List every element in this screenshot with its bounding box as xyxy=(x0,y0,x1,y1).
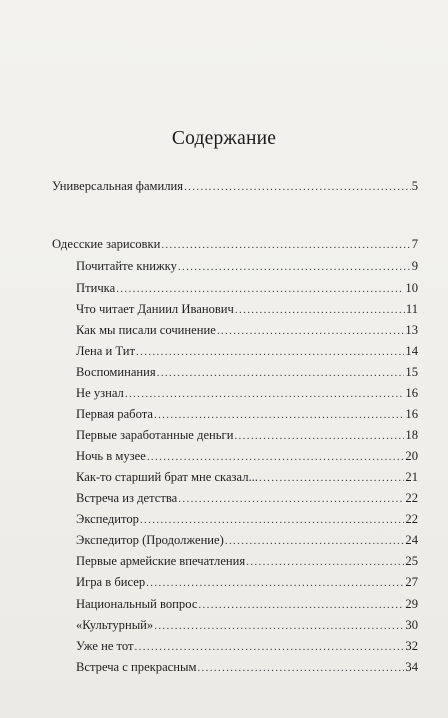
dot-leader xyxy=(178,491,404,507)
toc-entry-title: Как мы писали сочинение xyxy=(76,323,216,337)
dot-leader xyxy=(259,470,404,486)
toc-entry-page: 14 xyxy=(405,344,418,358)
toc-entry-title: Встреча с прекрасным xyxy=(76,660,197,674)
toc-entry-title: Экспедитор xyxy=(76,512,139,526)
dot-leader xyxy=(157,365,405,381)
dot-leader xyxy=(154,407,404,423)
toc-entry-page: 11 xyxy=(405,302,418,316)
toc-entry[interactable] xyxy=(76,301,418,318)
dot-leader xyxy=(161,237,410,253)
toc-entry-title: «Культурный» xyxy=(76,618,154,632)
toc-entry[interactable] xyxy=(76,553,418,570)
toc-entry-title: Игра в бисер xyxy=(76,575,146,589)
toc-entry[interactable] xyxy=(76,448,418,465)
toc-entry[interactable] xyxy=(76,511,418,528)
page-title: Содержание xyxy=(171,128,277,149)
toc-entry[interactable] xyxy=(76,638,418,655)
toc-entry[interactable] xyxy=(76,659,418,676)
dot-leader xyxy=(178,259,411,275)
toc-entry-page: 32 xyxy=(405,639,418,653)
toc-entry-page: 16 xyxy=(405,407,418,421)
toc-entry-title: Экспедитор (Продолжение) xyxy=(76,533,224,547)
toc-entry-title: Первые армейские впечатления xyxy=(76,554,246,568)
toc-entry-page: 9 xyxy=(411,259,418,273)
dot-leader xyxy=(136,344,404,360)
toc-entry-title: Почитайте книжку xyxy=(76,259,177,273)
dot-leader xyxy=(147,449,405,465)
toc-entry[interactable] xyxy=(76,596,418,613)
toc-entry-title: Не узнал xyxy=(76,386,124,400)
toc-entry-title: Лена и Тит xyxy=(76,344,136,358)
toc-entry-title: Одесские зарисовки xyxy=(52,237,161,251)
toc-entry-page: 5 xyxy=(411,179,418,193)
toc-entry-page: 27 xyxy=(405,575,418,589)
toc-entry-page: 10 xyxy=(405,281,418,295)
toc-entry[interactable] xyxy=(76,322,418,339)
toc-entry-title: Птичка xyxy=(76,281,116,295)
toc-entry-page: 25 xyxy=(405,554,418,568)
toc-entry-page: 30 xyxy=(405,618,418,632)
toc-entry-page: 16 xyxy=(405,386,418,400)
dot-leader xyxy=(217,323,405,339)
toc-entry-page: 22 xyxy=(405,512,418,526)
toc-entry-title: Воспоминания xyxy=(76,365,156,379)
dot-leader xyxy=(234,428,404,444)
toc-entry-title: Первая работа xyxy=(76,407,153,421)
toc-entry-page: 29 xyxy=(405,597,418,611)
toc-entry[interactable] xyxy=(76,343,418,360)
toc-entry[interactable] xyxy=(76,385,418,402)
toc-entry-page: 13 xyxy=(405,323,418,337)
toc-entry-page: 7 xyxy=(411,237,418,251)
dot-leader xyxy=(125,386,405,402)
toc-entry-page: 21 xyxy=(405,470,418,484)
toc-entry-title: Встреча из детства xyxy=(76,491,178,505)
toc-entry[interactable] xyxy=(76,406,418,423)
toc-entry[interactable] xyxy=(52,178,418,195)
toc-entry-title: Национальный вопрос xyxy=(76,597,198,611)
toc-entry[interactable] xyxy=(76,532,418,549)
toc-entry[interactable] xyxy=(76,258,418,275)
toc-entry-title: Ночь в музее xyxy=(76,449,146,463)
dot-leader xyxy=(184,179,411,195)
toc-entry-title: Универсальная фамилия xyxy=(52,179,184,193)
toc-entry-title: Первые заработанные деньги xyxy=(76,428,234,442)
toc-entry[interactable] xyxy=(76,280,418,297)
toc-entry-title: Что читает Даниил Иванович xyxy=(76,302,234,316)
toc-entry-page: 18 xyxy=(405,428,418,442)
toc-entry[interactable] xyxy=(76,617,418,634)
toc-entry[interactable] xyxy=(76,364,418,381)
toc-entry[interactable] xyxy=(52,236,418,253)
toc-entry-page: 24 xyxy=(405,533,418,547)
dot-leader xyxy=(135,639,405,655)
toc-entry[interactable] xyxy=(76,490,418,507)
dot-leader xyxy=(246,554,404,570)
dot-leader xyxy=(140,512,404,528)
toc-entry-title: Как-то старший брат мне сказал... xyxy=(76,470,258,484)
toc-entry-page: 15 xyxy=(405,365,418,379)
toc-entry-page: 22 xyxy=(405,491,418,505)
dot-leader xyxy=(198,597,404,613)
toc-entry-page: 34 xyxy=(405,660,418,674)
toc-entry-title: Уже не тот xyxy=(76,639,134,653)
dot-leader xyxy=(154,618,404,634)
toc-entry[interactable] xyxy=(76,427,418,444)
toc-entry[interactable] xyxy=(76,469,418,486)
dot-leader xyxy=(225,533,405,549)
dot-leader xyxy=(197,660,404,676)
dot-leader xyxy=(235,302,405,318)
toc-entry-page: 20 xyxy=(405,449,418,463)
toc-entry[interactable] xyxy=(76,574,418,591)
dot-leader xyxy=(116,281,404,297)
dot-leader xyxy=(146,575,404,591)
